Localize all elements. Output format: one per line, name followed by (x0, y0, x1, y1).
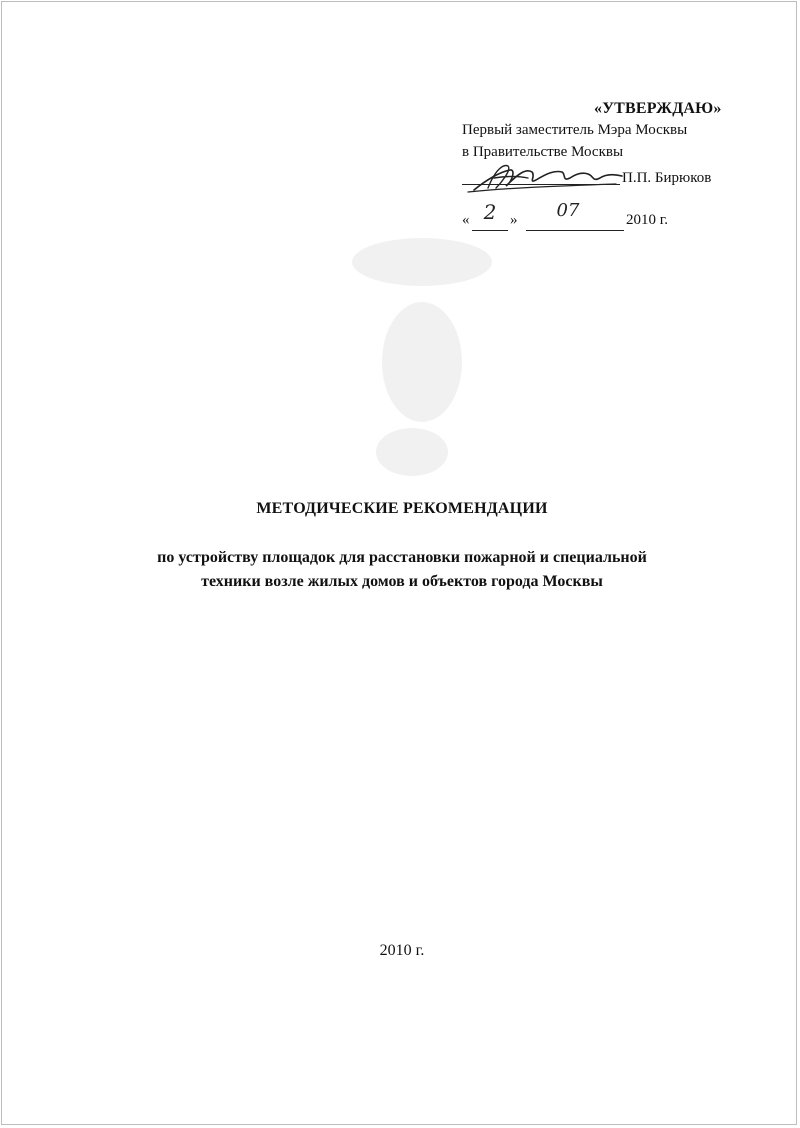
faint-watermark (342, 222, 502, 482)
document-subtitle-line2: техники возле жилых домов и объектов города Москвы (201, 573, 603, 590)
document-page (1, 1, 797, 1125)
document-year: 2010 г. (379, 942, 425, 959)
signature-row (462, 162, 762, 194)
date-month: 07 (556, 200, 580, 221)
document-title: МЕТОДИЧЕСКИЕ РЕКОМЕНДАЦИИ (256, 500, 548, 517)
handwritten-signature (466, 162, 646, 196)
date-year: 2010 г. (626, 212, 668, 228)
date-day: 2 (483, 200, 497, 224)
approval-stamp: «УТВЕРЖДАЮ» (594, 100, 722, 117)
date-quote-close: » (510, 212, 518, 228)
date-quote-open: « (462, 212, 470, 228)
approver-position-line1: Первый заместитель Мэра Москвы (462, 122, 688, 138)
signer-name: П.П. Бирюков (622, 170, 712, 186)
approval-date (462, 200, 762, 236)
date-day-underline (472, 230, 508, 231)
date-month-underline (526, 230, 624, 231)
approver-position-line2: в Правительстве Москвы (462, 144, 624, 160)
document-subtitle-line1: по устройству площадок для расстановки пожарной и специальной (157, 549, 647, 566)
